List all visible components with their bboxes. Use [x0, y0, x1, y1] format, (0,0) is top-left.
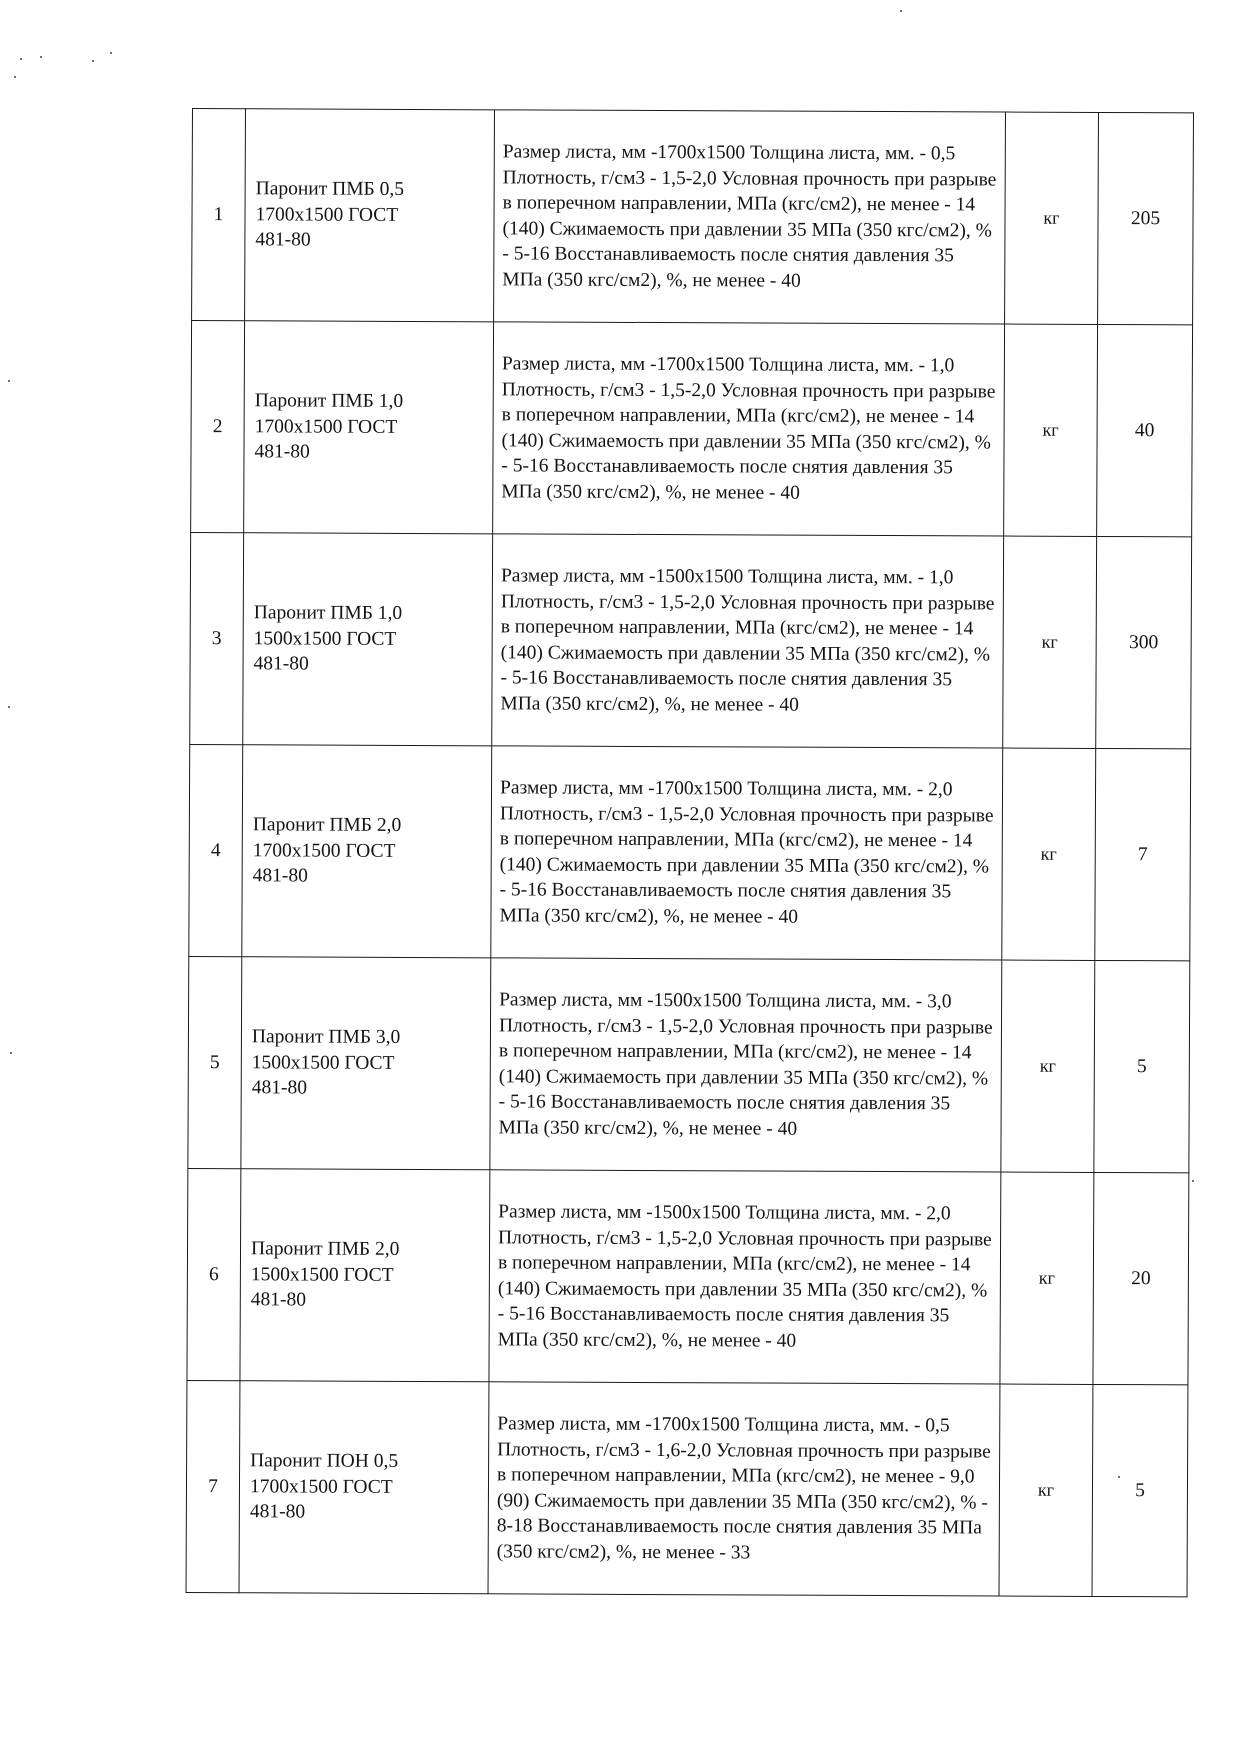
item-description: Размер листа, мм -1700х1500 Толщина листа, мм. - 0,5 Плотность, г/см3 - 1,6-2,0 Условная прочность при разрыве в поперечном направлении, МПа (кгс/см2), не менее - 9,0 (90) Сжимаемость при давлении 35 МПа (350 кгс/см2), % - 8-18 Восстанавливаемость после снятия давления 35 МПа (350 кгс/см2), %, не менее - 33 — [496, 1413, 991, 1563]
spec-table — [186, 108, 1194, 1597]
item-name: Паронит ПМБ 2,0 1500х1500 ГОСТ 481-80 — [250, 1238, 400, 1311]
table-row — [192, 109, 1194, 325]
table-row — [187, 1168, 1189, 1384]
item-name: Паронит ПМБ 1,0 1700х1500 ГОСТ 481-80 — [254, 390, 404, 463]
row-number: 4 — [189, 744, 243, 956]
item-unit: кг — [999, 1384, 1093, 1596]
row-number: 1 — [192, 109, 246, 321]
item-name: Паронит ПМБ 0,5 1700х1500 ГОСТ 481-80 — [255, 178, 405, 251]
item-name: Паронит ПМБ 3,0 1500х1500 ГОСТ 481-80 — [251, 1026, 401, 1099]
table-row — [188, 956, 1190, 1172]
item-quantity: 40 — [1097, 324, 1193, 536]
table-row — [191, 321, 1193, 537]
row-number: 6 — [187, 1168, 241, 1380]
item-description: Размер листа, мм -1500х1500 Толщина листа, мм. - 3,0 Плотность, г/см3 - 1,5-2,0 Условная прочность при разрыве в поперечном направлении, МПа (кгс/см2), не менее - 14 (140) Сжимаемость при давлении 35 МПа (350 кгс/см2), % - 5-16 Восстанавливаемость после снятия давления 35 МПа (350 кгс/см2), %, не менее - 40 — [498, 989, 993, 1140]
item-unit: кг — [1005, 112, 1099, 324]
item-unit: кг — [1000, 1172, 1094, 1384]
item-name: Паронит ПМБ 1,0 1500х1500 ГОСТ 481-80 — [253, 602, 403, 675]
item-description: Размер листа, мм -1700х1500 Толщина листа, мм. - 2,0 Плотность, г/см3 - 1,5-2,0 Условная прочность при разрыве в поперечном направлении, МПа (кгс/см2), не менее - 14 (140) Сжимаемость при давлении 35 МПа (350 кгс/см2), % - 5-16 Восстанавливаемость после снятия давления 35 МПа (350 кгс/см2), %, не менее - 40 — [499, 777, 994, 928]
item-quantity: 5 — [1092, 1384, 1188, 1596]
item-description: Размер листа, мм -1500х1500 Толщина листа, мм. - 2,0 Плотность, г/см3 - 1,5-2,0 Условная прочность при разрыве в поперечном направлении, МПа (кгс/см2), не менее - 14 (140) Сжимаемость при давлении 35 МПа (350 кгс/см2), % - 5-16 Восстанавливаемость после снятия давления 35 МПа (350 кгс/см2), %, не менее - 40 — [497, 1201, 992, 1352]
row-number: 3 — [190, 532, 244, 744]
item-unit: кг — [1003, 536, 1097, 748]
item-name: Паронит ПМБ 2,0 1700х1500 ГОСТ 481-80 — [252, 814, 402, 887]
item-description: Размер листа, мм -1700х1500 Толщина листа, мм. - 1,0 Плотность, г/см3 - 1,5-2,0 Условная прочность при разрыве в поперечном направлении, МПа (кгс/см2), не менее - 14 (140) Сжимаемость при давлении 35 МПа (350 кгс/см2), % - 5-16 Восстанавливаемость после снятия давления 35 МПа (350 кгс/см2), %, не менее - 40 — [501, 353, 996, 504]
item-unit: кг — [1004, 324, 1098, 536]
item-description: Размер листа, мм -1500х1500 Толщина листа, мм. - 1,0 Плотность, г/см3 - 1,5-2,0 Условная прочность при разрыве в поперечном направлении, МПа (кгс/см2), не менее - 14 (140) Сжимаемость при давлении 35 МПа (350 кгс/см2), % - 5-16 Восстанавливаемость после снятия давления 35 МПа (350 кгс/см2), %, не менее - 40 — [500, 565, 995, 716]
item-quantity: 20 — [1093, 1172, 1189, 1384]
row-number: 2 — [191, 321, 245, 533]
item-unit: кг — [1001, 960, 1095, 1172]
item-description: Размер листа, мм -1700х1500 Толщина листа, мм. - 0,5 Плотность, г/см3 - 1,5-2,0 Условная прочность при разрыве в поперечном направлении, МПа (кгс/см2), не менее - 14 (140) Сжимаемость при давлении 35 МПа (350 кгс/см2), % - 5-16 Восстанавливаемость после снятия давления 35 МПа (350 кгс/см2), %, не менее - 40 — [502, 141, 997, 292]
item-quantity: 205 — [1098, 112, 1194, 324]
item-quantity: 300 — [1096, 536, 1192, 748]
table-row — [186, 1380, 1188, 1596]
table-row — [189, 744, 1191, 960]
item-quantity: 5 — [1094, 960, 1190, 1172]
row-number: 7 — [186, 1380, 240, 1592]
item-name: Паронит ПОН 0,5 1700х1500 ГОСТ 481-80 — [249, 1450, 399, 1523]
table-row — [190, 532, 1192, 748]
row-number: 5 — [188, 956, 242, 1168]
item-unit: кг — [1002, 748, 1096, 960]
item-quantity: 7 — [1095, 748, 1191, 960]
